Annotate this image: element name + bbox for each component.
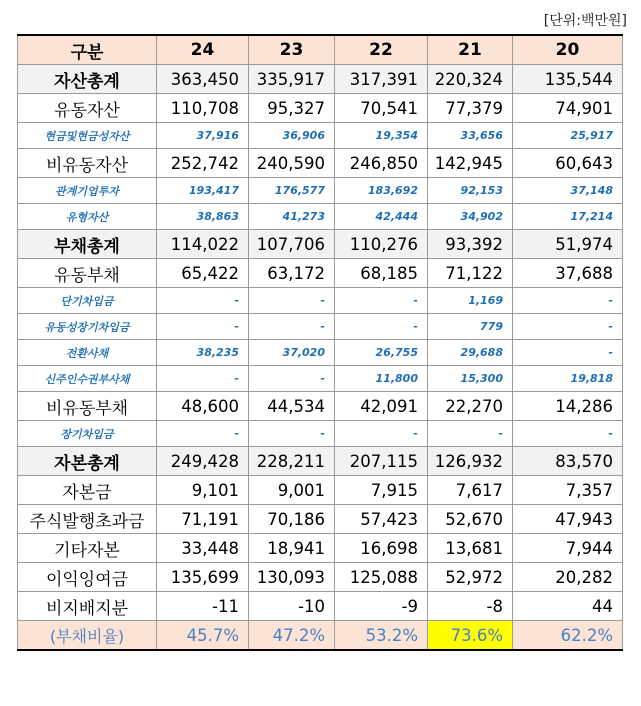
row-label: 기타자본 xyxy=(18,534,157,563)
value-cell: 77,379 xyxy=(428,94,513,123)
table-row xyxy=(18,447,623,476)
row-label: 비유동부채 xyxy=(18,392,157,421)
value-cell: 62.2% xyxy=(513,621,623,651)
value-cell: 95,327 xyxy=(249,94,335,123)
value-cell: 183,692 xyxy=(335,178,428,204)
table-row xyxy=(18,94,623,123)
value-cell: - xyxy=(513,314,623,340)
table-row xyxy=(18,149,623,178)
value-cell: 252,742 xyxy=(157,149,249,178)
value-cell: - xyxy=(513,288,623,314)
value-cell: 7,915 xyxy=(335,476,428,505)
row-label: 유형자산 xyxy=(18,204,157,230)
value-cell: 20,282 xyxy=(513,563,623,592)
table-row xyxy=(18,563,623,592)
value-cell: - xyxy=(335,288,428,314)
value-cell: - xyxy=(249,314,335,340)
header-year: 23 xyxy=(249,35,335,65)
row-label: 부채총계 xyxy=(18,230,157,259)
value-cell: - xyxy=(157,366,249,392)
row-label: 유동성장기차입금 xyxy=(18,314,157,340)
row-label: 비지배지분 xyxy=(18,592,157,621)
value-cell: 7,944 xyxy=(513,534,623,563)
value-cell: 73.6% xyxy=(428,621,513,651)
value-cell: - xyxy=(428,421,513,447)
value-cell: 107,706 xyxy=(249,230,335,259)
value-cell: 25,917 xyxy=(513,123,623,149)
value-cell: 44,534 xyxy=(249,392,335,421)
value-cell: 51,974 xyxy=(513,230,623,259)
table-row xyxy=(18,178,623,204)
value-cell: 37,916 xyxy=(157,123,249,149)
debt-ratio-row xyxy=(18,621,623,651)
value-cell: 9,001 xyxy=(249,476,335,505)
value-cell: 207,115 xyxy=(335,447,428,476)
value-cell: 1,169 xyxy=(428,288,513,314)
row-label: 이익잉여금 xyxy=(18,563,157,592)
value-cell: 125,088 xyxy=(335,563,428,592)
value-cell: 240,590 xyxy=(249,149,335,178)
value-cell: 363,450 xyxy=(157,65,249,94)
value-cell: 37,020 xyxy=(249,340,335,366)
value-cell: -9 xyxy=(335,592,428,621)
row-label: 주식발행초과금 xyxy=(18,505,157,534)
value-cell: 52,972 xyxy=(428,563,513,592)
value-cell: 110,276 xyxy=(335,230,428,259)
value-cell: 38,863 xyxy=(157,204,249,230)
value-cell: 135,544 xyxy=(513,65,623,94)
value-cell: 93,392 xyxy=(428,230,513,259)
value-cell: -10 xyxy=(249,592,335,621)
table-row xyxy=(18,505,623,534)
row-label: 장기차입금 xyxy=(18,421,157,447)
value-cell: 37,148 xyxy=(513,178,623,204)
value-cell: 9,101 xyxy=(157,476,249,505)
table-row xyxy=(18,314,623,340)
value-cell: 249,428 xyxy=(157,447,249,476)
table-row xyxy=(18,259,623,288)
value-cell: 29,688 xyxy=(428,340,513,366)
value-cell: 38,235 xyxy=(157,340,249,366)
value-cell: 142,945 xyxy=(428,149,513,178)
table-row xyxy=(18,392,623,421)
value-cell: 33,448 xyxy=(157,534,249,563)
value-cell: 26,755 xyxy=(335,340,428,366)
value-cell: 317,391 xyxy=(335,65,428,94)
table-row xyxy=(18,534,623,563)
table-row xyxy=(18,204,623,230)
value-cell: 44 xyxy=(513,592,623,621)
table-row xyxy=(18,476,623,505)
value-cell: 63,172 xyxy=(249,259,335,288)
value-cell: 34,902 xyxy=(428,204,513,230)
row-label: 전환사채 xyxy=(18,340,157,366)
table-row xyxy=(18,65,623,94)
value-cell: 48,600 xyxy=(157,392,249,421)
row-label: 유동부채 xyxy=(18,259,157,288)
value-cell: 130,093 xyxy=(249,563,335,592)
row-label: 관계기업투자 xyxy=(18,178,157,204)
value-cell: 114,022 xyxy=(157,230,249,259)
header-row xyxy=(18,35,623,65)
value-cell: - xyxy=(157,314,249,340)
value-cell: 83,570 xyxy=(513,447,623,476)
value-cell: - xyxy=(249,421,335,447)
table-row xyxy=(18,592,623,621)
value-cell: 176,577 xyxy=(249,178,335,204)
value-cell: 41,273 xyxy=(249,204,335,230)
value-cell: 220,324 xyxy=(428,65,513,94)
value-cell: - xyxy=(335,314,428,340)
value-cell: 335,917 xyxy=(249,65,335,94)
value-cell: 52,670 xyxy=(428,505,513,534)
value-cell: - xyxy=(513,421,623,447)
value-cell: -11 xyxy=(157,592,249,621)
value-cell: 33,656 xyxy=(428,123,513,149)
value-cell: 42,444 xyxy=(335,204,428,230)
value-cell: 135,699 xyxy=(157,563,249,592)
value-cell: 74,901 xyxy=(513,94,623,123)
value-cell: 17,214 xyxy=(513,204,623,230)
row-label: 자본금 xyxy=(18,476,157,505)
value-cell: 53.2% xyxy=(335,621,428,651)
header-year: 20 xyxy=(513,35,623,65)
unit-label: [단위:백만원] xyxy=(543,13,627,29)
value-cell: 42,091 xyxy=(335,392,428,421)
value-cell: 110,708 xyxy=(157,94,249,123)
value-cell: - xyxy=(249,366,335,392)
row-label: 신주인수권부사채 xyxy=(18,366,157,392)
row-label: 단기차입금 xyxy=(18,288,157,314)
value-cell: 68,185 xyxy=(335,259,428,288)
value-cell: 71,191 xyxy=(157,505,249,534)
value-cell: 19,354 xyxy=(335,123,428,149)
row-label: 현금및현금성자산 xyxy=(18,123,157,149)
value-cell: 228,211 xyxy=(249,447,335,476)
header-category: 구분 xyxy=(18,35,157,65)
value-cell: 13,681 xyxy=(428,534,513,563)
value-cell: 45.7% xyxy=(157,621,249,651)
value-cell: 11,800 xyxy=(335,366,428,392)
table-row xyxy=(18,340,623,366)
value-cell: 70,186 xyxy=(249,505,335,534)
value-cell: -8 xyxy=(428,592,513,621)
value-cell: 92,153 xyxy=(428,178,513,204)
header-year: 21 xyxy=(428,35,513,65)
row-label: 유동자산 xyxy=(18,94,157,123)
value-cell: 71,122 xyxy=(428,259,513,288)
value-cell: 7,357 xyxy=(513,476,623,505)
value-cell: 57,423 xyxy=(335,505,428,534)
value-cell: 16,698 xyxy=(335,534,428,563)
value-cell: - xyxy=(249,288,335,314)
row-label: 자산총계 xyxy=(18,65,157,94)
financial-table xyxy=(17,34,623,651)
value-cell: 22,270 xyxy=(428,392,513,421)
header-year: 22 xyxy=(335,35,428,65)
value-cell: 15,300 xyxy=(428,366,513,392)
value-cell: 126,932 xyxy=(428,447,513,476)
value-cell: 65,422 xyxy=(157,259,249,288)
row-label: 비유동자산 xyxy=(18,149,157,178)
value-cell: - xyxy=(335,421,428,447)
value-cell: 60,643 xyxy=(513,149,623,178)
value-cell: - xyxy=(157,421,249,447)
value-cell: 779 xyxy=(428,314,513,340)
value-cell: - xyxy=(157,288,249,314)
value-cell: 7,617 xyxy=(428,476,513,505)
row-label: (부채비율) xyxy=(18,621,157,651)
table-row xyxy=(18,366,623,392)
table-row xyxy=(18,288,623,314)
header-year: 24 xyxy=(157,35,249,65)
value-cell: 37,688 xyxy=(513,259,623,288)
value-cell: 36,906 xyxy=(249,123,335,149)
value-cell: 70,541 xyxy=(335,94,428,123)
value-cell: 18,941 xyxy=(249,534,335,563)
value-cell: - xyxy=(513,340,623,366)
value-cell: 47,943 xyxy=(513,505,623,534)
value-cell: 19,818 xyxy=(513,366,623,392)
value-cell: 47.2% xyxy=(249,621,335,651)
row-label: 자본총계 xyxy=(18,447,157,476)
value-cell: 246,850 xyxy=(335,149,428,178)
table-row xyxy=(18,421,623,447)
value-cell: 193,417 xyxy=(157,178,249,204)
table-row xyxy=(18,123,623,149)
table-row xyxy=(18,230,623,259)
value-cell: 14,286 xyxy=(513,392,623,421)
